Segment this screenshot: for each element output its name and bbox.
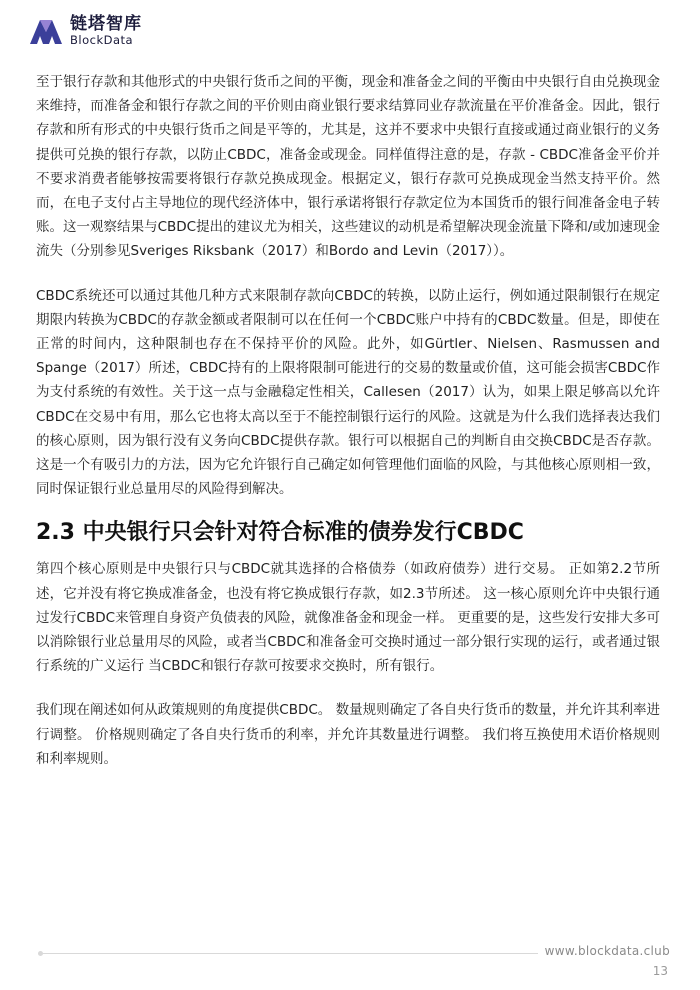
page-number: 13 — [652, 964, 668, 978]
document-body — [36, 70, 660, 771]
paragraph-cbdc-limits: CBDC系统还可以通过其他几种方式来限制存款向CBDC的转换，以防止运行，例如通过限制银行在规定期限内转换为CBDC的存款金额或者限制可以在任何一个CBDC账户中持有的CBDC数量。但是，即使在正常的时间内，这种限制也存在不保持平价的风险。此外，如Gürtler、Nielsen、Rasmussen and Spange（2017）所述，CBDC持有的上限将限制可能进行的交易的数量或价值，这可能会损害CBDC作为支付系统的有效性。关于这一点与金融稳定性相关，Callesen（2017）认为，如果上限足够高以允许CBDC在交易中有用，那么它也将太高以至于不能控制银行运行的风险。这就是为什么我们选择表达我们的核心原则，因为银行没有义务向CBDC提供存款。银行可以根据自己的判断自由交换CBDC是否存款。这是一个有吸引力的方法，因为它允许银行自己确定如何管理他们面临的风险，与其他核心原则相一致，同时保证银行业总量用尽的风险得到解决。 — [36, 287, 660, 498]
section-heading: 2.3 中央银行只会针对符合标准的债券发行CBDC — [36, 520, 524, 546]
logo-english-name: BlockData — [70, 32, 134, 47]
logo-chinese-name: 链塔智库 — [70, 13, 142, 34]
brand-logo — [28, 14, 142, 48]
paragraph-deposit-parity: 至于银行存款和其他形式的中央银行货币之间的平衡，现金和准备金之间的平衡由中央银行自由兑换现金来维持，而准备金和银行存款之间的平价则由商业银行要求结算同业存款流量在平价准备金。因此，银行存款和所有形式的中央银行货币之间是平等的，尤其是，这并不要求中央银行直接或通过商业银行的义务提供可兑换的银行存款，以防止CBDC，准备金或现金。同样值得注意的是，存款 - CBDC准备金平价并不要求消费者能够按需要将银行存款兑换成现金。根据定义，银行存款可兑换成现金当然支持平价。然而，在电子支付占主导地位的现代经济体中，银行承诺将银行存款定位为本国货币的银行间准备金电子转账。这一观察结果与CBDC提出的建议尤为相关，这些建议的动机是希望解决现金流量下降和/或加速现金流失（分别参见Sveriges Riksbank（2017）和Bordo and Levin（2017））。 — [36, 74, 660, 260]
paragraph-policy-rules: 我们现在阐述如何从政策规则的角度提供CBDC。 数量规则确定了各自央行货币的数量，并允许其利率进行调整。 价格规则确定了各自央行货币的利率，并允许其数量进行调整。 我们将互换使用术语价格规则和利率规则。 — [36, 702, 660, 767]
logo-text — [70, 13, 142, 47]
footer-url[interactable]: www.blockdata.club — [544, 944, 670, 958]
blockdata-logo-icon — [28, 16, 64, 46]
footer-divider — [40, 953, 538, 954]
paragraph-core-principle: 第四个核心原则是中央银行只与CBDC就其选择的合格债券（如政府债券）进行交易。 正如第2.2节所述，它并没有将它换成准备金，也没有将它换成银行存款，如2.3节所述。 这一核心原则允许中央银行通过发行CBDC来管理自身资产负债表的风险，就像准备金和现金一样。 更重要的是，这些发行安排大多可以消除银行业总量用尽的风险，或者当CBDC和准备金可交换时通过一部分银行实现的运行，或者通过银行系统的广义运行 当CBDC和银行存款可按要求交换时，所有银行。 — [36, 561, 660, 675]
